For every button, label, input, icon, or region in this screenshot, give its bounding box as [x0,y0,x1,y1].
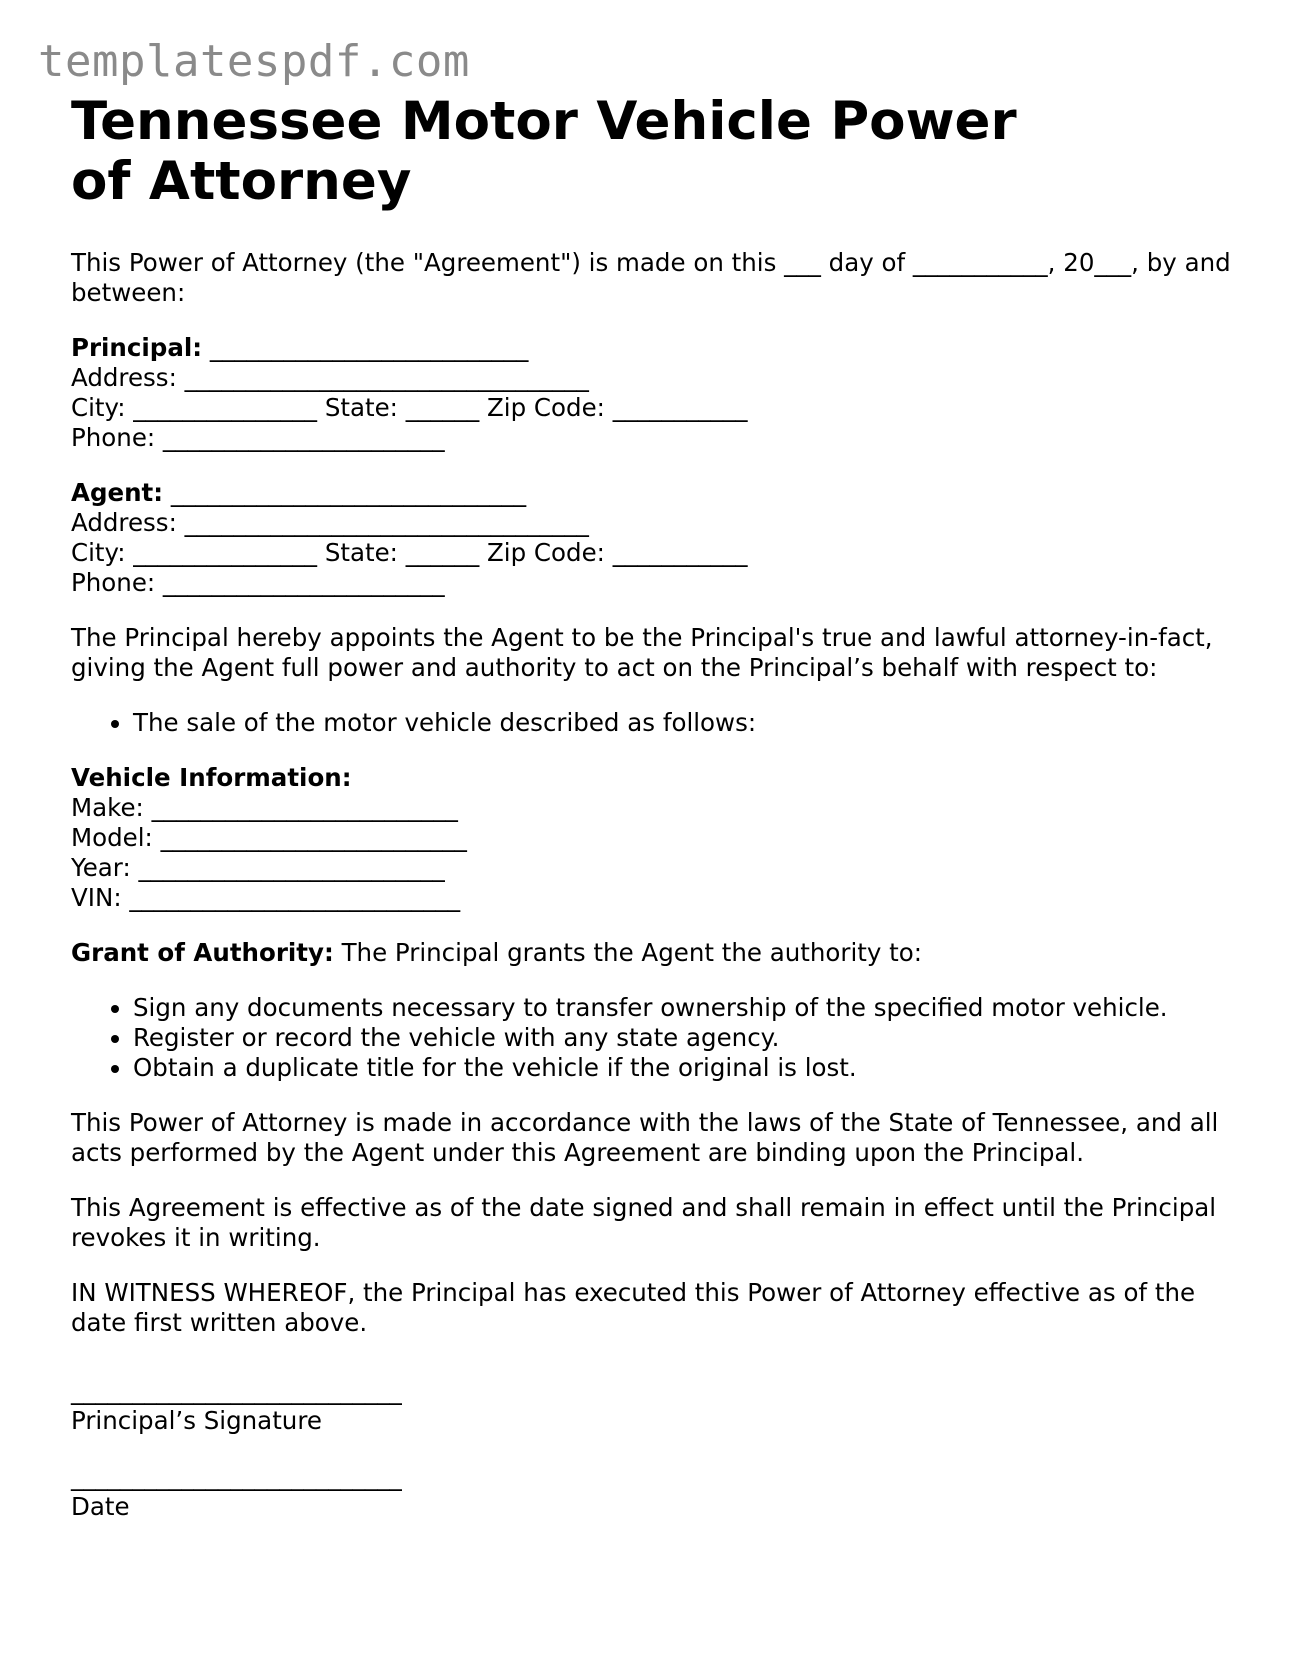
agent-phone-line: Phone: _______________________ [71,568,445,597]
agent-label: Agent: [71,478,164,507]
principal-signature-label: Principal’s Signature [71,1406,322,1435]
scope-item: • The sale of the motor vehicle described as follows: [133,708,1231,738]
grant-list [71,993,1231,1083]
vehicle-heading: Vehicle Information: [71,763,352,792]
agent-name-blank: _____________________________ [163,478,527,507]
law-paragraph: This Power of Attorney is made in accordance with the laws of the State of Tennessee, and all acts performed by the Agent under this Agreement are binding upon the Principal. [71,1108,1219,1167]
vehicle-section [71,763,1231,913]
intro-paragraph: This Power of Attorney (the "Agreement") is made on this ___ day of ___________, 20___, by and between: [71,248,1231,307]
grant-item: • Register or record the vehicle with any state agency. [133,1023,1231,1053]
agent-address-line: Address: _________________________________ [71,508,589,537]
appointment-paragraph: The Principal hereby appoints the Agent to be the Principal's true and lawful attorney-in-fact, giving the Agent full power and authority to act on the Principal’s behalf with respect to: [71,623,1213,682]
date-label: Date [71,1492,130,1521]
document-title: Tennessee Motor Vehicle Power of Attorney [71,91,1017,212]
signature-rule: ___________________________ [71,1376,402,1405]
grant-item: • Obtain a duplicate title for the vehicle if the original is lost. [133,1053,1231,1083]
effective-paragraph: This Agreement is effective as of the date signed and shall remain in effect until the Principal revokes it in writing. [71,1193,1217,1252]
principal-phone-line: Phone: _______________________ [71,423,445,452]
grant-item: • Sign any documents necessary to transfer ownership of the specified motor vehicle. [133,993,1231,1023]
agent-name-line [71,478,1231,508]
grant-label: Grant of Authority: [71,938,334,967]
agent-section [71,478,1231,598]
signature-block [71,1376,1231,1522]
vehicle-make-line: Make: _________________________ [71,793,458,822]
witness-paragraph: IN WITNESS WHEREOF, the Principal has executed this Power of Attorney effective as of the date first written above. [71,1278,1196,1337]
vehicle-vin-line: VIN: ___________________________ [71,883,461,912]
scope-list [71,708,1231,738]
principal-name-blank: __________________________ [202,333,529,362]
grant-text: The Principal grants the Agent the authority to: [333,938,923,967]
agent-city-line: City: _______________ State: ______ Zip Code: ___________ [71,538,748,567]
principal-city-line: City: _______________ State: ______ Zip Code: ___________ [71,393,748,422]
watermark-logo: templatespdf.com [38,36,470,87]
date-rule: ___________________________ [71,1462,402,1491]
document-page [71,92,1231,1522]
vehicle-model-line: Model: _________________________ [71,823,467,852]
principal-address-line: Address: _________________________________ [71,363,589,392]
principal-label: Principal: [71,333,203,362]
grant-paragraph [71,938,1231,968]
principal-name-line [71,333,1231,363]
principal-section [71,333,1231,453]
vehicle-year-line: Year: _________________________ [71,853,445,882]
